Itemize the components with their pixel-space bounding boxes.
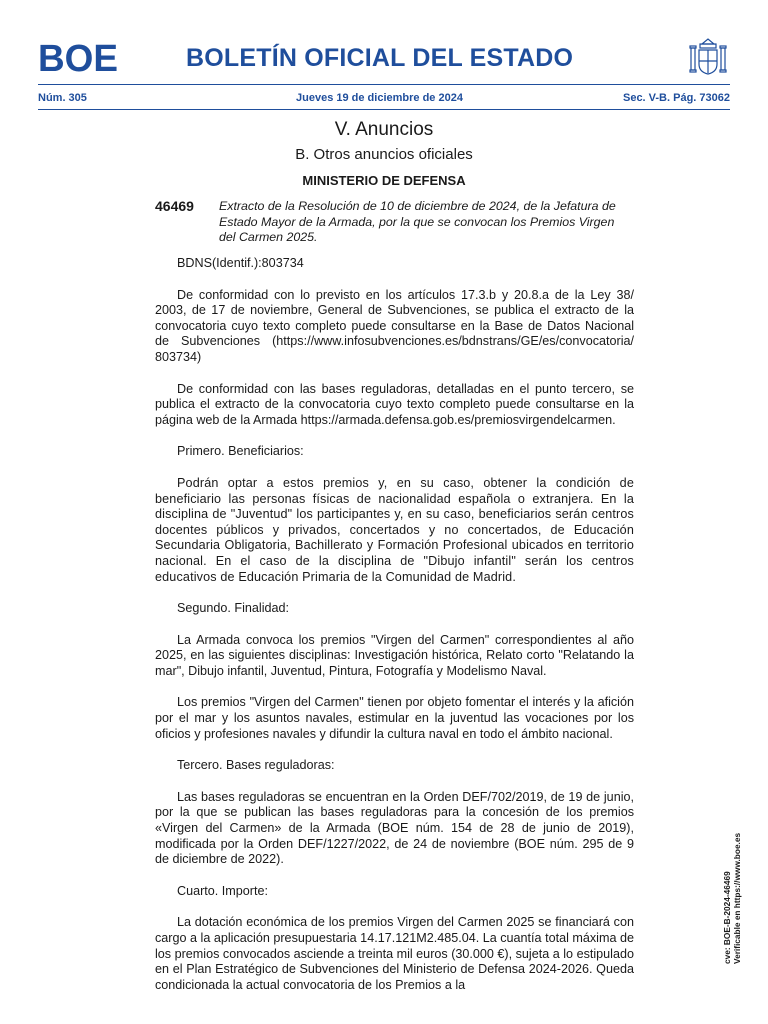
verification-note (722, 833, 742, 964)
paragraph: La Armada convoca los premios "Virgen del Carmen" correspondientes al año 2025, en las siguientes disciplinas: Investigación histórica, Relato corto "Relatando la mar", Dibujo infantil, Juventud, Pintura, Fotografía y Modelismo Naval. (155, 632, 634, 678)
cve-code: cve: BOE-B-2024-46469 (722, 871, 732, 964)
issue-number: Núm. 305 (38, 92, 87, 104)
paragraph: De conformidad con lo previsto en los artículos 17.3.b y 20.8.a de la Ley 38/ 2003, de 17 de noviembre, General de Subvenciones, se publica el extracto de la convocatoria cuyo texto completo puede consultarse en la Base de Datos Nacional de Subvenciones (https://www.infosubvenciones.es/bdnstrans/GE/es/convocatoria/ 803734) (155, 287, 634, 364)
paragraph: Los premios "Virgen del Carmen" tienen por objeto fomentar el interés y la afición por el mar y los asuntos navales, estimular en la juventud las vocaciones por los oficios y profesiones navales y difundir la cultura naval en todo el ámbito nacional. (155, 695, 634, 741)
heading-importe: Cuarto. Importe: (177, 883, 268, 898)
section-page: Sec. V-B. Pág. 73062 (622, 92, 730, 104)
heading-finalidad: Segundo. Finalidad: (177, 601, 290, 616)
journal-title: BOLETÍN OFICIAL DEL ESTADO (186, 44, 574, 72)
paragraph-bdns: BDNS(Identif.):803734 (177, 256, 304, 270)
announcement-body (155, 256, 634, 1009)
subsection-title: B. Otros anuncios oficiales (295, 146, 473, 163)
header-divider-bottom (38, 109, 730, 110)
heading-bases: Tercero. Bases reguladoras: (177, 758, 335, 773)
header-divider-top (38, 84, 730, 85)
announcement-summary: Extracto de la Resolución de 10 de diciembre de 2024, de la Jefatura de Estado Mayor de la Armada, por la que se convocan los Premios Virgen del Carmen 2025. (219, 199, 616, 245)
section-title: V. Anuncios (334, 119, 434, 140)
boe-logo-icon (38, 40, 118, 74)
paragraph: La dotación económica de los premios Virgen del Carmen 2025 se financiará con cargo a la aplicación presupuestaria 14.17.121M2.485.04. La cuantía total máxima de los premios convocados asciende a treinta mil euros (30.000 €), sujeta a lo estipulado en el Plan Estratégico de Subvenciones del Ministerio de Defensa 2024-2026. Queda condicionada la actual convocatoria de los Premios a la (155, 915, 634, 992)
coat-of-arms-icon (688, 36, 728, 78)
paragraph: De conformidad con las bases reguladoras, detalladas en el punto tercero, se publica el extracto de la convocatoria cuyo texto completo puede consultarse en la página web de la Armada https://armada.defensa.gob.es/premiosvirgendelcarmen. (155, 381, 634, 427)
paragraph: Las bases reguladoras se encuentran en la Orden DEF/702/2019, de 19 de junio, por la que se publican las bases reguladoras para la concesión de los premios «Virgen del Carmen» de la Armada (BOE núm. 154 de 28 de junio de 2019), modificada por la Orden DEF/1227/2022, de 24 de noviembre (BOE núm. 295 de 9 de diciembre de 2022). (155, 789, 634, 867)
issue-date: Jueves 19 de diciembre de 2024 (296, 92, 463, 104)
announcement-number: 46469 (155, 198, 194, 214)
verify-url[interactable]: Verificable en https://www.boe.es (732, 832, 742, 964)
boe-logo-text: BOE (38, 40, 118, 74)
paragraph: Podrán optar a estos premios y, en su caso, obtener la condición de beneficiario las personas físicas de nacionalidad española o extranjera. En la disciplina de "Juventud" los participantes y, en su caso, beneficiarios serán centros docentes públicos y privados, concertados y no concertados, de Educación Secundaria Obligatoria, Bachillerato y Formación Profesional ubicados en territorio nacional. En el caso de la disciplina de "Dibujo infantil" serán los centros educativos de Educación Primaria de la Comunidad de Madrid. (155, 475, 634, 584)
ministry-heading: MINISTERIO DE DEFENSA (302, 173, 466, 188)
heading-beneficiarios: Primero. Beneficiarios: (177, 444, 304, 459)
